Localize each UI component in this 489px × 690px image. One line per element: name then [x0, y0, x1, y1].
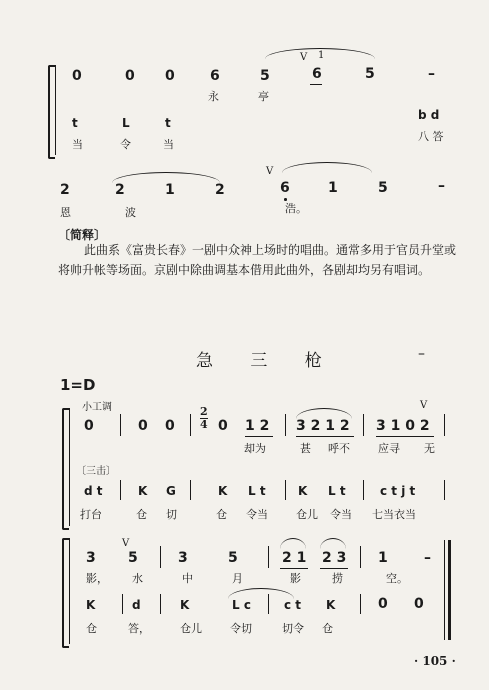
percussion-note: t [165, 116, 171, 130]
percussion-note: K [298, 484, 308, 498]
note: 0 [72, 68, 82, 84]
breath-mark: V [122, 538, 130, 549]
barline [285, 480, 286, 500]
note: 0 [125, 68, 135, 84]
underline [245, 436, 273, 437]
lyric: 令当 [246, 508, 268, 521]
underline [376, 436, 434, 437]
barline [444, 480, 445, 500]
note-pair: 2 3 [322, 550, 347, 566]
lyric: 切 [166, 508, 177, 521]
percussion-note: L t [328, 484, 346, 498]
final-barline [448, 540, 451, 640]
lyric: 甚 [300, 442, 311, 455]
barline [120, 480, 121, 500]
barline [122, 594, 123, 614]
lyric: 恩 [60, 206, 71, 219]
lyric: 水 [132, 572, 143, 585]
lyric: 仓儿 [296, 508, 318, 521]
lyric: 亭 [258, 90, 269, 103]
dash: – [438, 178, 445, 194]
mode-label: 小工调 [82, 402, 112, 413]
system4-left-barline [69, 538, 70, 644]
note: 0 [165, 418, 175, 434]
percussion-note: t [72, 116, 78, 130]
time-sig-top: 2 [200, 405, 208, 418]
grace-note: 1 [318, 50, 325, 61]
underline [296, 436, 354, 437]
barline [268, 546, 269, 568]
percussion-note: d [132, 598, 141, 612]
barline [120, 414, 121, 436]
note: 0 [84, 418, 94, 434]
percussion-note: K [218, 484, 228, 498]
lyric: 八 答 [418, 130, 444, 143]
lyric: 七当衣当 [372, 508, 416, 521]
lyric: 切令 [282, 622, 304, 635]
lyric: 捞 [332, 572, 343, 585]
percussion-note: K [86, 598, 96, 612]
percussion-note: c t [284, 598, 302, 612]
percussion-label: 〔三击〕 [76, 466, 116, 477]
note: 0 [165, 68, 175, 84]
note-text: 此曲系《富贵长春》一剧中众神上场时的唱曲。通常多用于官员升堂或将帅升帐等场面。京剧中除曲调基本借用此曲外，各剧却均另有唱词。 [58, 243, 457, 277]
underline [310, 84, 322, 85]
note: 2 [215, 182, 225, 198]
barline [363, 480, 364, 500]
key-signature: 1=D [60, 376, 96, 394]
lyric: 空。 [386, 572, 408, 585]
barline [160, 594, 161, 614]
breath-mark: V [266, 166, 274, 177]
system1-brace [48, 65, 55, 159]
dash: – [428, 66, 435, 82]
note-pair: 1 2 [245, 418, 270, 434]
page-number: · 105 · [414, 654, 456, 668]
percussion-note: d t [84, 484, 103, 498]
note: 6 [280, 180, 290, 196]
piece-title: 急 三 枪 [196, 351, 338, 371]
system1-barline [55, 65, 56, 155]
system3-brace [62, 408, 69, 530]
percussion-note: c t j t [380, 484, 416, 498]
lyric: 当 [72, 138, 83, 151]
lyric: 仓 [136, 508, 147, 521]
barline [160, 546, 161, 568]
lyric: 令切 [230, 622, 252, 635]
note: 0 [218, 418, 228, 434]
slur [320, 538, 346, 549]
note: 6 [312, 66, 322, 82]
lyric: 仓 [216, 508, 227, 521]
barline [444, 414, 445, 436]
note: 5 [365, 66, 375, 82]
percussion-note: K [180, 598, 190, 612]
lyric: 应寻 [378, 442, 400, 455]
barline [190, 480, 191, 500]
lyric: 却为 [244, 442, 266, 455]
lyric: 波 [125, 206, 136, 219]
note-group: 3 1 0 2 [376, 418, 430, 434]
note: 6 [210, 68, 220, 84]
percussion-note: L c [232, 598, 251, 612]
lyric: 呼不 [328, 442, 350, 455]
lyric: 永 [208, 90, 219, 103]
lyric: 仓 [86, 622, 97, 635]
slur [280, 538, 306, 549]
dash: – [424, 550, 431, 566]
lyric: 答， [128, 622, 150, 635]
system2-slur-right [282, 162, 372, 173]
lyric: 当 [163, 138, 174, 151]
system4-brace [62, 538, 69, 648]
note: 1 [328, 180, 338, 196]
lyric: 仓 [322, 622, 333, 635]
note: 2 [60, 182, 70, 198]
note-pair: 2 1 [282, 550, 307, 566]
barline [360, 594, 361, 614]
system3-left-barline [69, 408, 70, 526]
note: 5 [260, 68, 270, 84]
barline [360, 546, 361, 568]
barline [363, 414, 364, 436]
note: 1 [378, 550, 388, 566]
lyric: 无 [424, 442, 435, 455]
barline [190, 414, 191, 436]
title-dash: – [418, 346, 425, 362]
note: 3 [86, 550, 96, 566]
note: 5 [378, 180, 388, 196]
lyric: 令 [120, 138, 131, 151]
time-signature [200, 406, 208, 431]
percussion-note: L t [248, 484, 266, 498]
barline [285, 414, 286, 436]
percussion-note: b d [418, 108, 440, 122]
percussion-note: K [326, 598, 336, 612]
lyric: 影 [290, 572, 301, 585]
lyric: 月 [232, 572, 243, 585]
lyric: 仓儿 [180, 622, 202, 635]
note-group: 3 2 1 2 [296, 418, 350, 434]
final-barline-thin [444, 540, 445, 640]
note: 0 [378, 596, 388, 612]
note: 0 [414, 596, 424, 612]
lyric: 浩。 [285, 202, 307, 215]
lyric: 中 [182, 572, 193, 585]
percussion-note: G [166, 484, 176, 498]
lyric: 影， [86, 572, 108, 585]
percussion-note: K [138, 484, 148, 498]
note: 5 [128, 550, 138, 566]
note: 5 [228, 550, 238, 566]
note-heading: 〔简释〕 [58, 228, 107, 242]
breath-mark: V [300, 52, 308, 63]
percussion-note: L [122, 116, 130, 130]
lyric: 令当 [330, 508, 352, 521]
note: 1 [165, 182, 175, 198]
note: 0 [138, 418, 148, 434]
time-sig-bottom: 4 [200, 418, 208, 431]
lyric: 打台 [80, 508, 102, 521]
note: 3 [178, 550, 188, 566]
note: 2 [115, 182, 125, 198]
breath-mark: V [420, 400, 428, 411]
